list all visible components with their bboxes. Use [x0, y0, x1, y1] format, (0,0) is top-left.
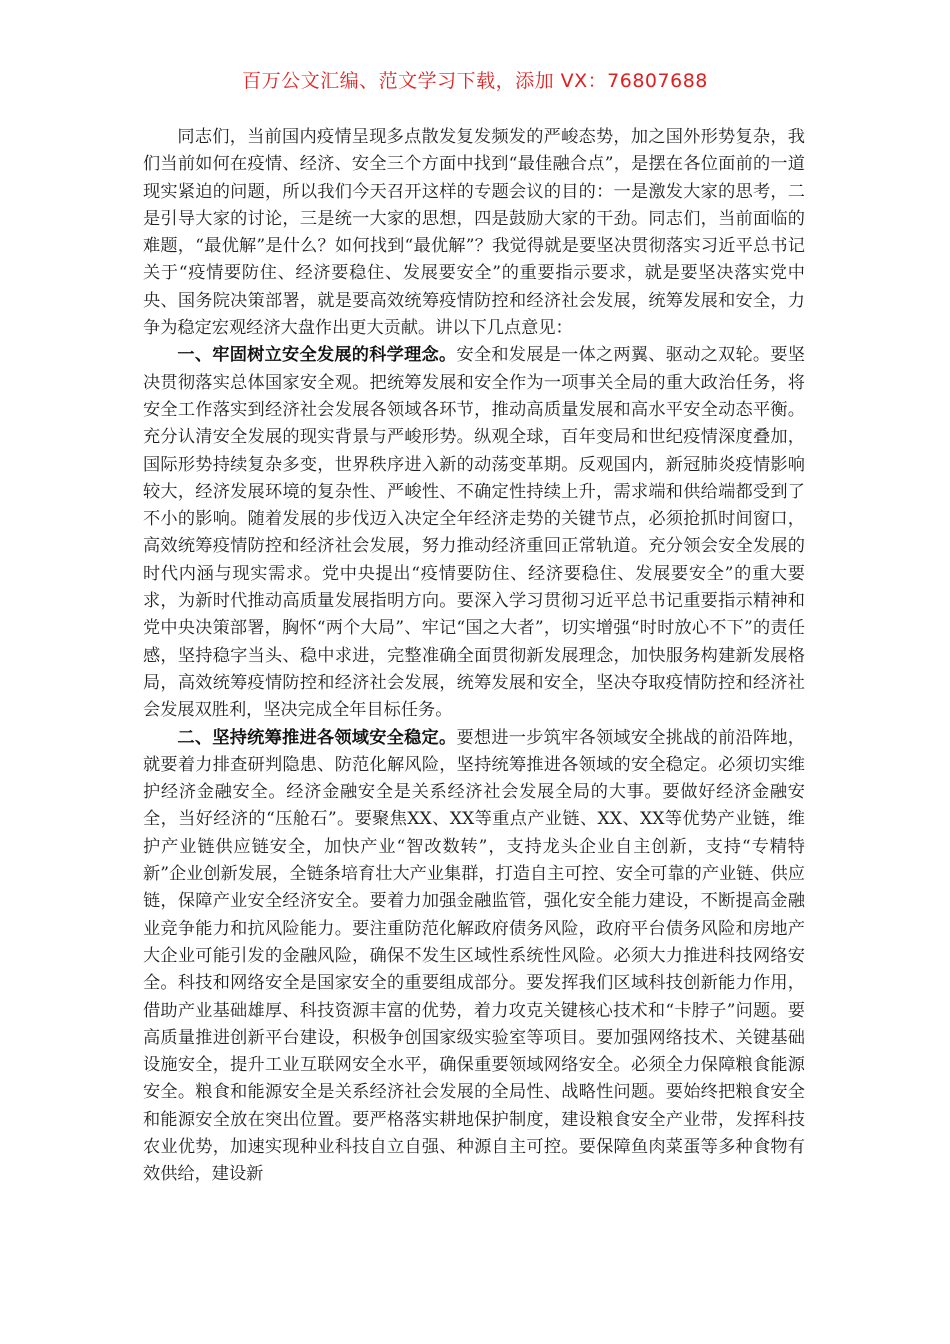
section-2-heading: 二、坚持统筹推进各领域安全稳定。 — [177, 727, 457, 748]
section-1-text: 安全和发展是一体之两翼、驱动之双轮。要坚决贯彻落实总体国家安全观。把统筹发展和安全作为一项事关全局的重大政治任务，将安全工作落实到经济社会发展各领域各环节，推动高质量发展和高水平安全动态平衡。充分认清安全发展的现实背景与严峻形势。纵观全球，百年变局和世纪疫情深度叠加，国际形势持续复杂多变，世界秩序进入新的动荡变革期。反观国内，新冠肺炎疫情影响较大，经济发展环境的复杂性、严峻性、不确定性持续上升，需求端和供给端都受到了不小的影响。随着发展的步伐迈入决定全年经济走势的关键节点，必须抢抓时间窗口，高效统筹疫情防控和经济社会发展，努力推动经济重回正常轨道。充分领会安全发展的时代内涵与现实需求。党中央提出“疫情要防住、经济要稳住、发展要安全”的重大要求，为新时代推动高质量发展指明方向。要深入学习贯彻习近平总书记重要指示精神和党中央决策部署，胸怀“两个大局”、牢记“国之大者”，切实增强“时时放心不下”的责任感，坚持稳字当头、稳中求进，完整准确全面贯彻新发展理念，加快服务构建新发展格局，高效统筹疫情防控和经济社会发展，统筹发展和安全，坚决夺取疫情防控和经济社会发展双胜利，坚决完成全年目标任务。 — [143, 345, 805, 721]
section-2-text: 要想进一步筑牢各领域安全挑战的前沿阵地，就要着力排查研判隐患、防范化解风险，坚持统筹推进各领域的安全稳定。必须切实维护经济金融安全。经济金融安全是关系经济社会发展全局的大事。要做好经济金融安全，当好经济的“压舱石”。要聚焦XX、XX等重点产业链、XX、XX等优势产业链，维护产业链供应链安全，加快产业“智改数转”，支持龙头企业自主创新，支持“专精特新”企业创新发展，全链条培育壮大产业集群，打造自主可控、安全可靠的产业链、供应链，保障产业安全经济安全。要着力加强金融监管，强化安全能力建设，不断提高金融业竞争能力和抗风险能力。要注重防范化解政府债务风险，政府平台债务风险和房地产大企业可能引发的金融风险，确保不发生区域性系统性风险。必须大力推进科技网络安全。科技和网络安全是国家安全的重要组成部分。要发挥我们区域科技创新能力作用，借助产业基础雄厚、科技资源丰富的优势，着力攻克关键核心技术和“卡脖子”问题。要高质量推进创新平台建设，积极争创国家级实验室等项目。要加强网络技术、关键基础设施安全，提升工业互联网安全水平，确保重要领域网络安全。必须全力保障粮食能源安全。粮食和能源安全是关系经济社会发展的全局性、战略性问题。要始终把粮食安全和能源安全放在突出位置。要严格落实耕地保护制度，建设粮食安全产业带，发挥科技农业优势，加速实现种业科技自立自强、种源自主可控。要保障鱼肉菜蛋等多种食物有效供给，建设新 — [143, 727, 805, 1185]
document-body — [143, 124, 805, 1189]
intro-paragraph: 同志们，当前国内疫情呈现多点散发复发频发的严峻态势，加之国外形势复杂，我们当前如何在疫情、经济、安全三个方面中找到“最佳融合点”，是摆在各位面前的一道现实紧迫的问题，所以我们今天召开这样的专题会议的目的：一是激发大家的思考，二是引导大家的讨论，三是统一大家的思想，四是鼓励大家的干劲。同志们，当前面临的难题，“最优解”是什么？如何找到“最优解”？我觉得就是要坚决贯彻落实习近平总书记关于“疫情要防住、经济要稳住、发展要安全”的重要指示要求，就是要坚决落实党中央、国务院决策部署，就是要高效统筹疫情防控和经济社会发展，统筹发展和安全，力争为稳定宏观经济大盘作出更大贡献。讲以下几点意见： — [143, 127, 805, 339]
watermark-header: 百万公文汇编、范文学习下载，添加 VX：76807688 — [242, 70, 708, 92]
section-1-heading: 一、牢固树立安全发展的科学理念。 — [177, 345, 457, 366]
section-1-paragraph — [143, 342, 805, 724]
section-2-paragraph — [143, 725, 805, 1189]
